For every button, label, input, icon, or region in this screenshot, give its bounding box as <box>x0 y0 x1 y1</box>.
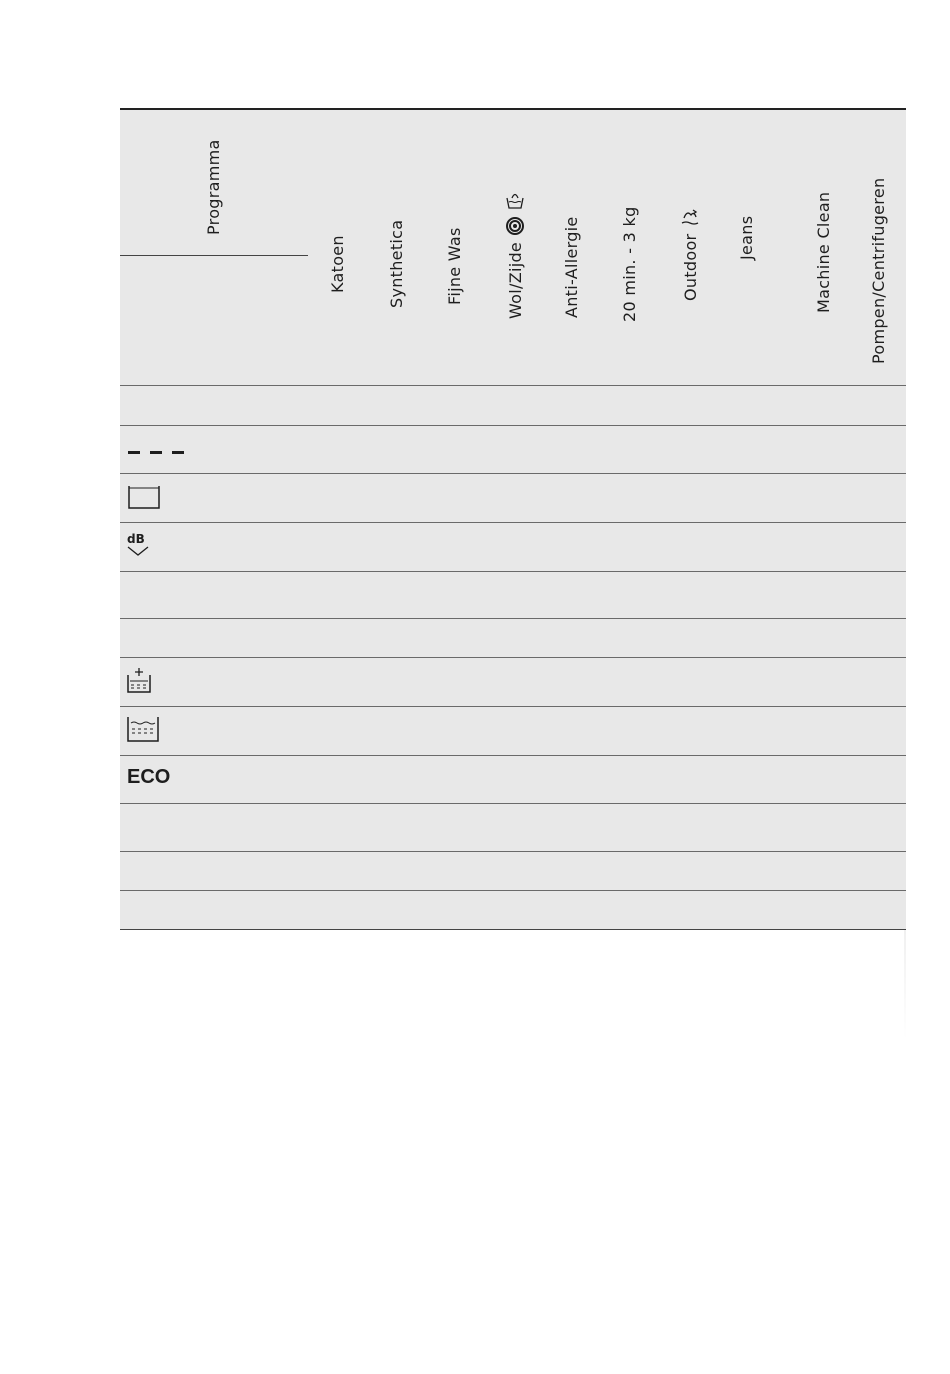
col-label: 20 min. - 3 kg <box>620 206 639 322</box>
col-machine-clean <box>814 192 833 313</box>
row-divider <box>120 473 906 474</box>
col-label: Katoen <box>328 235 347 293</box>
extra-rinse-icon <box>126 667 152 695</box>
night-silent-icon <box>126 531 152 559</box>
row-divider <box>120 385 906 386</box>
col-label: Anti-Allergie <box>562 216 581 318</box>
col-label: Jeans <box>737 215 756 260</box>
prewash-icon <box>126 715 160 743</box>
header-subdivider <box>120 255 308 256</box>
row-divider <box>120 755 906 756</box>
options-table <box>120 108 906 930</box>
col-20min-3kg <box>620 206 639 322</box>
row-divider <box>120 851 906 852</box>
col-pompen-centrifugeren <box>869 178 888 364</box>
col-label: Pompen/Centrifugeren <box>869 177 888 364</box>
col-synthetica <box>387 220 406 308</box>
table-top-border <box>120 108 906 110</box>
col-jeans <box>737 216 756 260</box>
col-fijne-was <box>445 227 464 305</box>
row-divider <box>120 657 906 658</box>
col-outdoor <box>679 206 701 301</box>
handwash-icon <box>505 190 525 210</box>
programma-label: Programma <box>204 139 223 235</box>
row-divider <box>120 706 906 707</box>
col-anti-allergie <box>562 216 581 318</box>
woolmark-icon <box>505 216 525 236</box>
col-wol-zijde <box>505 190 525 319</box>
row-divider <box>120 425 906 426</box>
row-divider <box>120 890 906 891</box>
rinse-hold-icon <box>127 484 161 510</box>
row-divider <box>120 522 906 523</box>
row-divider <box>120 571 906 572</box>
col-label: Outdoor <box>680 233 700 301</box>
col-label: Synthetica <box>387 219 406 308</box>
row-divider <box>120 803 906 804</box>
col-label: Wol/Zijde <box>505 241 525 319</box>
col-label: Machine Clean <box>814 191 833 313</box>
programma-header <box>204 139 223 235</box>
table-bottom-border <box>120 929 906 930</box>
row-divider <box>120 618 906 619</box>
svg-text:dB: dB <box>127 532 145 546</box>
no-spin-dashes-icon <box>127 446 187 458</box>
eco-label: ECO <box>127 766 171 788</box>
col-label: Fijne Was <box>445 227 464 305</box>
page-edge-shadow <box>904 930 906 1040</box>
outdoor-icon <box>679 206 701 228</box>
col-katoen <box>328 235 347 293</box>
